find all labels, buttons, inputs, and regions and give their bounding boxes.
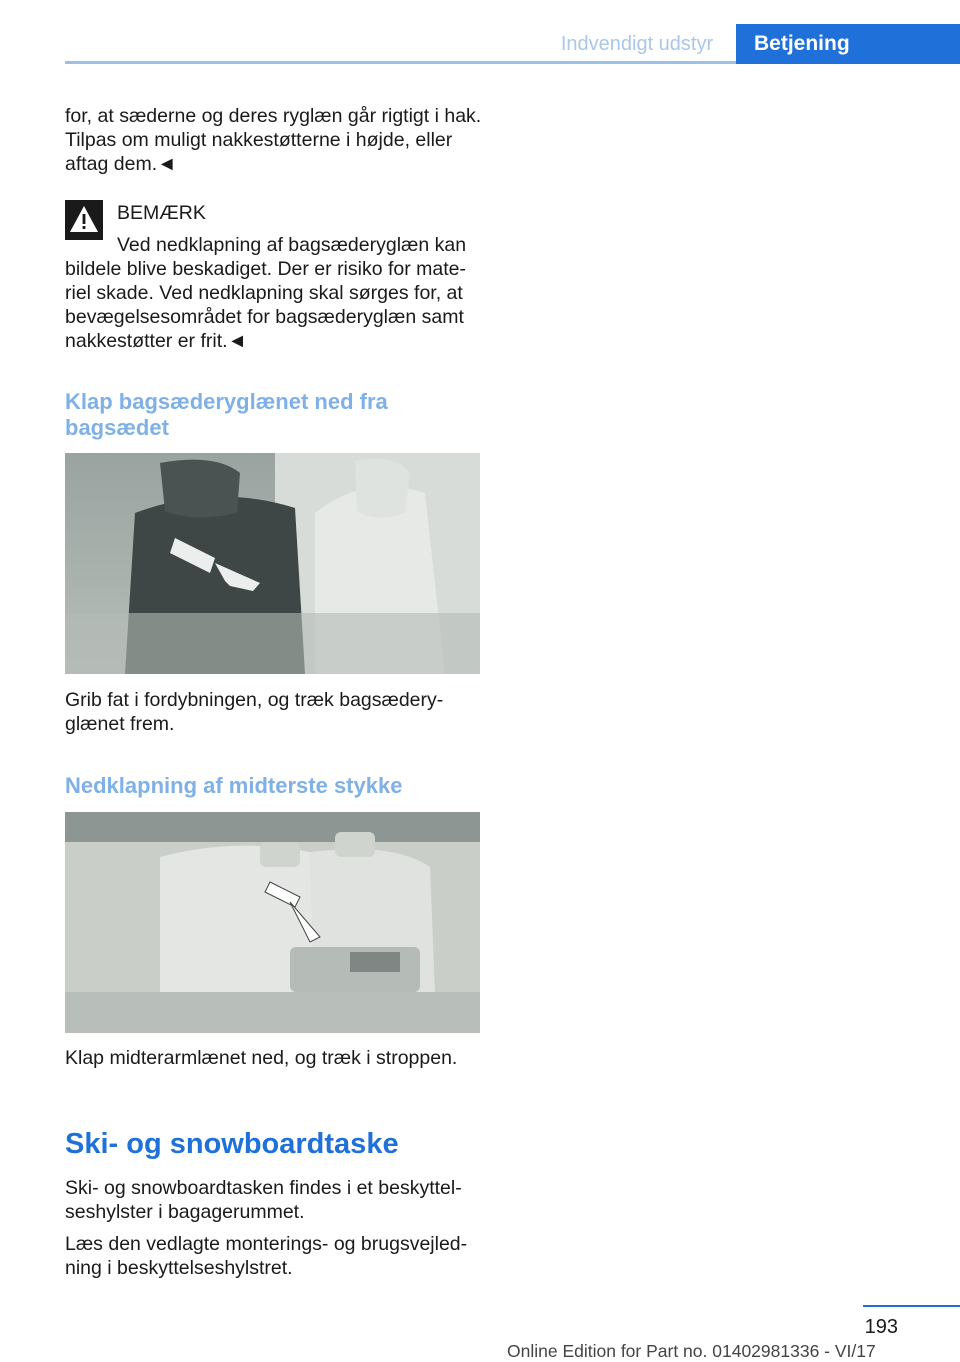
section3-heading: Ski- og snowboardtaske bbox=[65, 1128, 399, 1160]
middle-section-photo bbox=[65, 812, 480, 1033]
header-chapter-tab[interactable] bbox=[736, 24, 960, 64]
page-number: 193 bbox=[864, 1316, 898, 1338]
section2-caption: Klap midterarmlænet ned, og træk i stroppen. bbox=[65, 1047, 458, 1069]
section3-para1: Ski- og snowboardtasken findes i et beskyttel-seshylster i bagagerummet. bbox=[65, 1177, 462, 1223]
intro-paragraph: for, at sæderne og deres ryglæn går rigtigt i hak. Tilpas om muligt nakkestøtterne i højde, eller aftag dem.◄ bbox=[65, 105, 482, 175]
rear-seat-photo bbox=[65, 453, 480, 674]
section1-heading: Klap bagsæderyglænet ned fra bagsædet bbox=[65, 389, 388, 440]
footer-rule bbox=[863, 1305, 960, 1307]
section1-caption: Grib fat i fordybningen, og træk bagsædery-glænet frem. bbox=[65, 689, 444, 735]
notice-body: Ved nedklapning af bagsæderyglæn kan bildele blive beskadiget. Der er risiko for mate-riel skade. Ved nedklapning skal sørges for, at bevægelsesområdet for bagsæderyglæn samt nakkestøtter er frit.◄ bbox=[65, 234, 467, 352]
section3-para2: Læs den vedlagte monterings- og brugsvejled-ning i beskyttelseshylstret. bbox=[65, 1233, 468, 1279]
chapter-label: Betjening bbox=[754, 32, 850, 55]
section2-heading: Nedklapning af midterste stykke bbox=[65, 773, 403, 798]
notice-title: BEMÆRK bbox=[117, 202, 206, 224]
footer-edition: Online Edition for Part no. 01402981336 - VI/17 bbox=[507, 1341, 876, 1361]
header-section-tab[interactable]: Indvendigt udstyr bbox=[560, 33, 714, 55]
